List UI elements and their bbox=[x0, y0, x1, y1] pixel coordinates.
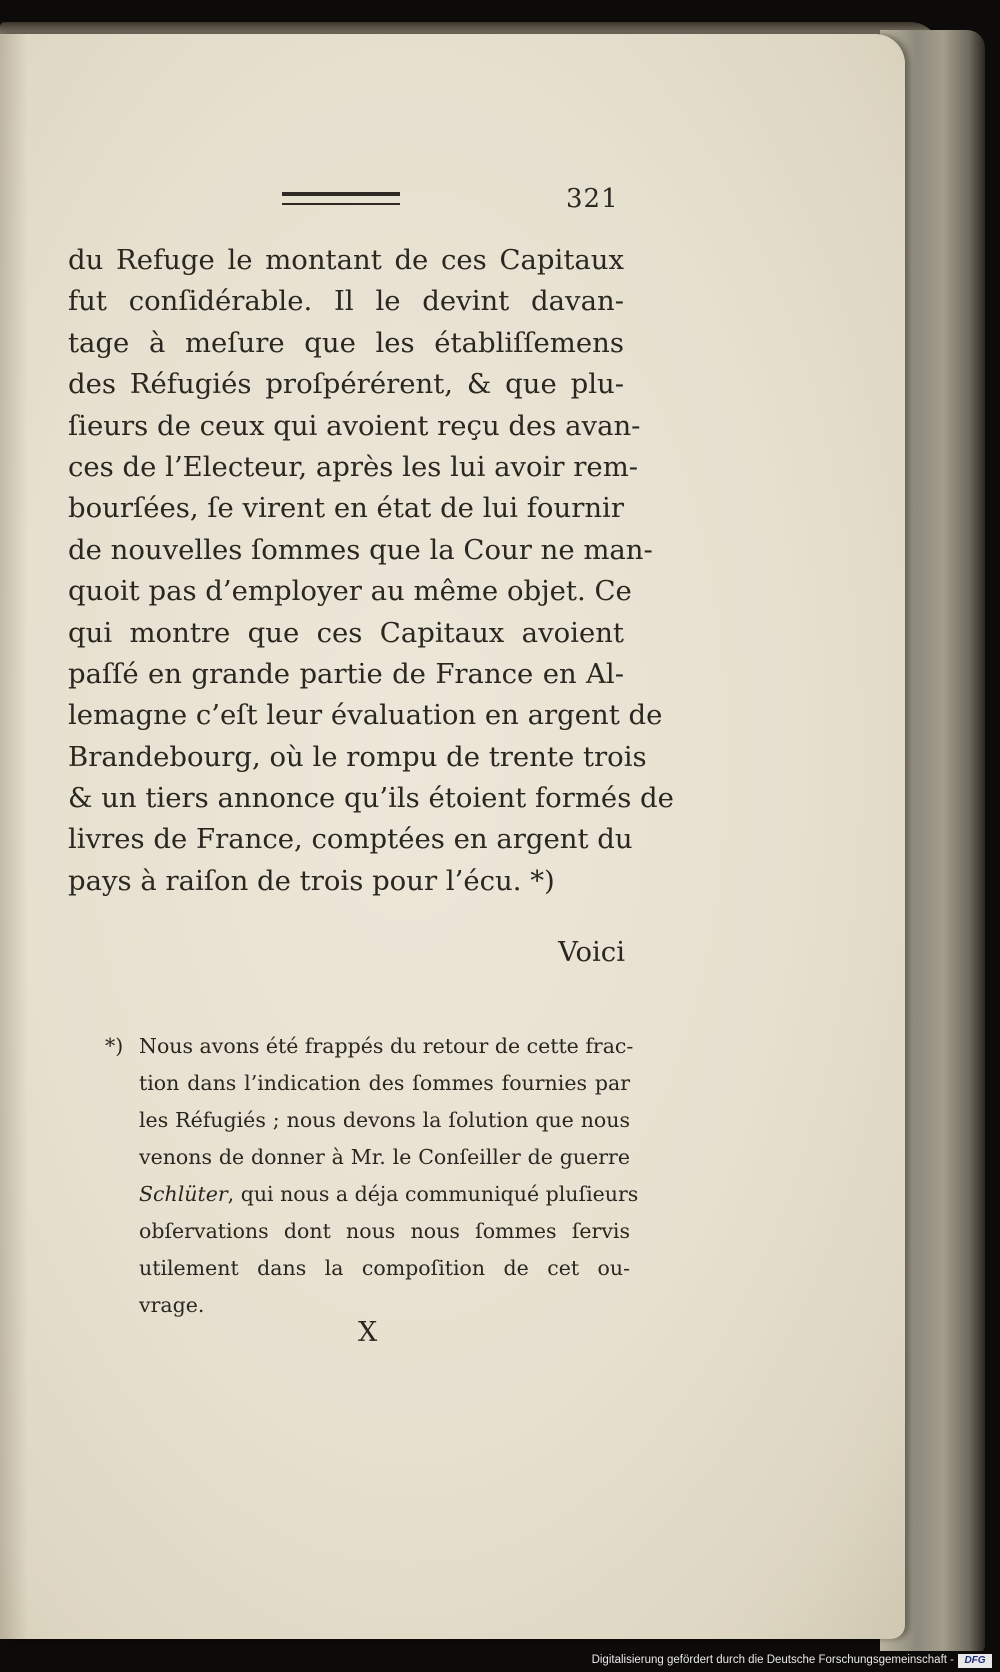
body-line: qui montre que ces Capitaux avoient bbox=[68, 616, 624, 649]
catchword: Voici bbox=[558, 936, 625, 968]
body-line: ces de l’Electeur, après les lui avoir rem- bbox=[68, 450, 639, 483]
body-line: tage à meſure que les établiſſemens bbox=[68, 326, 624, 359]
body-line: de nouvelles ſommes que la Cour ne man- bbox=[68, 533, 653, 566]
footnote-line bbox=[105, 1028, 634, 1065]
signature-mark: X bbox=[358, 1317, 378, 1348]
body-line: Brandebourg, où le rompu de trente trois bbox=[68, 740, 647, 773]
body-line: ſieurs de ceux qui avoient reçu des avan- bbox=[68, 409, 641, 442]
footnote-line: utilement dans la compoſition de cet ou- bbox=[139, 1256, 630, 1280]
body-text bbox=[68, 240, 674, 902]
body-line: lemagne c’eſt leur évaluation en argent de bbox=[68, 699, 663, 732]
body-line: fut conſidérable. Il le devint davan- bbox=[68, 285, 624, 318]
footnote-line bbox=[105, 1176, 639, 1213]
page-number: 321 bbox=[566, 184, 619, 214]
gutter-shadow bbox=[0, 34, 28, 1639]
footnote-line: venons de donner à Mr. le Conſeiller de guerre bbox=[139, 1145, 630, 1169]
footnote-text: Schlüter, qui nous a déja communiqué pluſieurs bbox=[139, 1182, 639, 1206]
body-line: quoit pas d’employer au même objet. Ce bbox=[68, 575, 632, 608]
dfg-logo: DFG bbox=[958, 1654, 992, 1668]
footnote-line: les Réfugiés ; nous devons la ſolution que nous bbox=[139, 1108, 630, 1132]
footnote-line: obſervations dont nous nous ſommes ſervis bbox=[139, 1219, 630, 1243]
footnote-line: vrage. bbox=[139, 1293, 205, 1317]
body-line: pays à raiſon de trois pour l’écu. *) bbox=[68, 864, 555, 897]
footnote-text: Nous avons été frappés du retour de cette frac- bbox=[139, 1034, 634, 1058]
footnote-line: tion dans l’indication des ſommes fournies par bbox=[139, 1071, 630, 1095]
body-line: livres de France, comptées en argent du bbox=[68, 823, 633, 856]
body-line: bourſées, ſe virent en état de lui fournir bbox=[68, 492, 624, 525]
body-line: paſſé en grande partie de France en Al- bbox=[68, 657, 624, 690]
header-rule bbox=[282, 192, 400, 205]
body-line: des Réfugiés proſpérérent, & que plu- bbox=[68, 368, 624, 401]
body-line: & un tiers annonce qu’ils étoient formés de bbox=[68, 782, 674, 815]
body-line: du Refuge le montant de ces Capitaux bbox=[68, 244, 624, 276]
footnote-mark: *) bbox=[105, 1034, 124, 1058]
book-page bbox=[0, 34, 905, 1639]
credit-text: Digitalisierung gefördert durch die Deutsche Forschungsgemeinschaft - bbox=[591, 1654, 954, 1666]
footnote bbox=[105, 1028, 639, 1324]
credit-strip bbox=[0, 1651, 1000, 1672]
